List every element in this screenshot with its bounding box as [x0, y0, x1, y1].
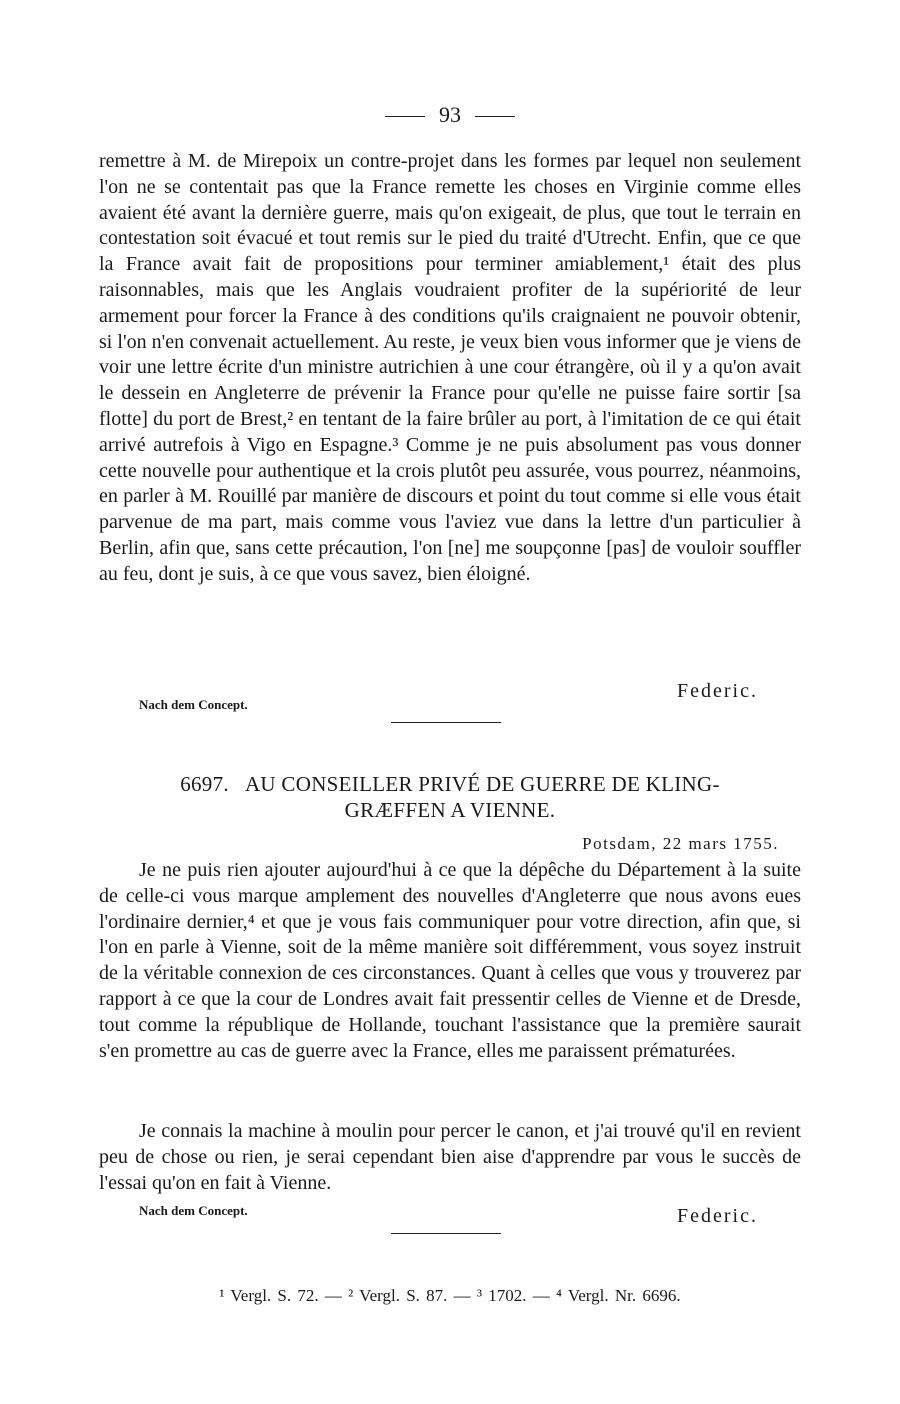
- footnotes: ¹ Vergl. S. 72. — ² Vergl. S. 87. — ³ 1702. — ⁴ Vergl. Nr. 6696.: [219, 1286, 681, 1305]
- letter-number: 6697.: [180, 772, 229, 796]
- letter-body-continued: remettre à M. de Mirepoix un contre-projet dans les formes par lequel non seulement l'on ne se contentait pas que la France remette les choses en Virginie comme elles avaient été avant la dernière guerre, mais qu'on exigeait, de plus, que tout le terrain en contestation soit évacué et tout remis sur le pied du traité d'Utrecht. Enfin, que ce que la France avait fait de propositions pour terminer amiablement,¹ était des plus raisonnables, mais que les Anglais voudraient profiter de la supériorité de leur armement pour forcer la France à des conditions qu'ils craignaient ne pouvoir obtenir, si l'on n'en convenait actuellement. Au reste, je veux bien vous informer que je viens de voir une lettre écrite d'un ministre autrichien à une cour étrangère, où il y a qu'on avait le dessein en Angleterre de prévenir la France pour qu'elle ne puisse faire sortir [sa flotte] du port de Brest,² en tentant de la faire brûler au port, à l'imitation de ce qui était arrivé autrefois à Vigo en Espagne.³ Comme je ne puis absolument pas vous donner cette nouvelle pour authentique et la crois plutôt peu assurée, vous pourrez, néanmoins, en parler à M. Rouillé par manière de discours et point du tout comme si elle vous était parvenue de ma part, mais comme vous l'aviez vue dans la lettre d'un particulier à Berlin, afin que, sans cette précaution, l'on [ne] me soupçonne [pas] de vouloir souffler au feu, dont je suis, à ce que vous savez, bien éloigné.: [99, 150, 801, 585]
- letter-body-paragraph-1: Je ne puis rien ajouter aujourd'hui à ce que la dépêche du Département à la suite de celle-ci vous marque amplement des nouvelles d'Angleterre que nous avons eues l'ordinaire dernier,⁴ et que je vous fais communiquer pour votre direction, afin que, si l'on en parle à Vienne, soit de la même manière soit différemment, vous soyez instruit de la véritable connexion de ces circonstances. Quant à celles que vous y trouverez par rapport à ce que la cour de Londres avait fait pressentir celles de Vienne et de Dresde, tout comme la république de Hollande, touchant l'assistance que la première saurait s'en promettre au cas de guerre avec la France, elles me paraissent prématurées.: [99, 859, 801, 1062]
- letter-heading-line2: GRÆFFEN A VIENNE.: [344, 798, 556, 822]
- footnote-divider: [391, 1233, 501, 1234]
- letter-addressee: AU CONSEILLER PRIVÉ DE GUERRE DE KLING-: [244, 772, 720, 796]
- page-number-right-rule: [475, 116, 515, 117]
- page-number-left-rule: [385, 116, 425, 117]
- section-divider: [391, 722, 501, 723]
- source-note-2: Nach dem Concept.: [139, 1203, 248, 1218]
- letter-dateline: Potsdam, 22 mars 1755.: [582, 834, 779, 853]
- page-number: 93: [439, 102, 461, 127]
- letter-signature-2: Federic.: [677, 1205, 758, 1227]
- source-note: Nach dem Concept.: [139, 697, 248, 712]
- letter-heading-line1: [99, 771, 801, 797]
- letter-body-paragraph-2: Je connais la machine à moulin pour percer le canon, et j'ai trouvé qu'il en revient peu de chose ou rien, je serai cependant bien aise d'apprendre par vous le succès de l'essai qu'on en fait à Vienne.: [99, 1120, 801, 1194]
- page-number-line: [99, 100, 801, 130]
- letter-signature: Federic.: [677, 680, 758, 702]
